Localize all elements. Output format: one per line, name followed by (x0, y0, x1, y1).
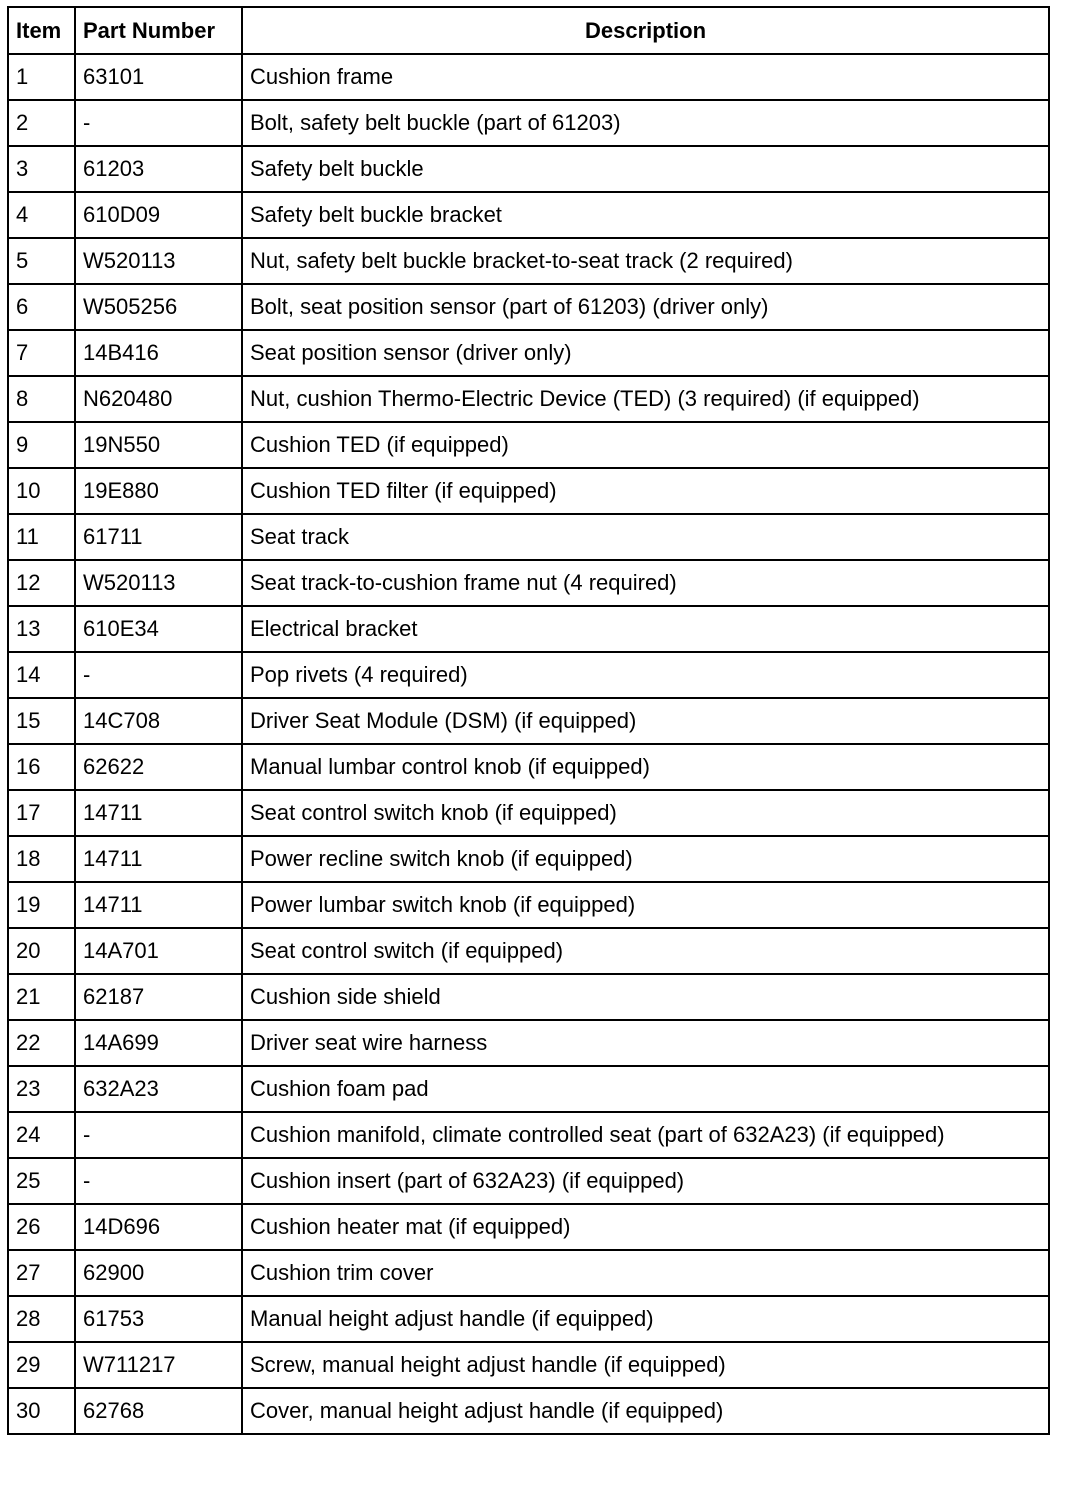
item-cell: 4 (8, 192, 75, 238)
part-number-cell: 632A23 (75, 1066, 242, 1112)
description-cell: Safety belt buckle (242, 146, 1049, 192)
part-number-cell: 62187 (75, 974, 242, 1020)
item-cell: 7 (8, 330, 75, 376)
description-cell: Bolt, safety belt buckle (part of 61203) (242, 100, 1049, 146)
table-row (8, 100, 1049, 146)
description-cell: Screw, manual height adjust handle (if equipped) (242, 1342, 1049, 1388)
table-row (8, 698, 1049, 744)
table-row (8, 1158, 1049, 1204)
description-cell: Seat control switch (if equipped) (242, 928, 1049, 974)
description-cell: Cushion trim cover (242, 1250, 1049, 1296)
table-row (8, 882, 1049, 928)
item-cell: 13 (8, 606, 75, 652)
part-number-cell: N620480 (75, 376, 242, 422)
description-cell: Pop rivets (4 required) (242, 652, 1049, 698)
item-cell: 1 (8, 54, 75, 100)
part-number-cell: 14A701 (75, 928, 242, 974)
table-row (8, 652, 1049, 698)
table-row (8, 238, 1049, 284)
item-cell: 12 (8, 560, 75, 606)
item-cell: 9 (8, 422, 75, 468)
description-cell: Manual height adjust handle (if equipped) (242, 1296, 1049, 1342)
table-row (8, 1388, 1049, 1434)
part-number-cell: 61203 (75, 146, 242, 192)
item-cell: 18 (8, 836, 75, 882)
part-number-cell: 14711 (75, 882, 242, 928)
part-number-cell: 61711 (75, 514, 242, 560)
part-number-cell: - (75, 652, 242, 698)
table-row (8, 330, 1049, 376)
table-row (8, 1112, 1049, 1158)
description-cell: Nut, cushion Thermo-Electric Device (TED) (3 required) (if equipped) (242, 376, 1049, 422)
part-number-cell: 14711 (75, 836, 242, 882)
item-cell: 19 (8, 882, 75, 928)
table-row (8, 606, 1049, 652)
part-number-cell: 14B416 (75, 330, 242, 376)
table-row (8, 928, 1049, 974)
item-cell: 20 (8, 928, 75, 974)
description-cell: Cushion TED (if equipped) (242, 422, 1049, 468)
item-cell: 26 (8, 1204, 75, 1250)
part-number-cell: 19E880 (75, 468, 242, 514)
description-cell: Cushion frame (242, 54, 1049, 100)
part-number-cell: 62900 (75, 1250, 242, 1296)
item-cell: 21 (8, 974, 75, 1020)
description-cell: Power recline switch knob (if equipped) (242, 836, 1049, 882)
table-row (8, 514, 1049, 560)
description-cell: Cushion side shield (242, 974, 1049, 1020)
item-cell: 3 (8, 146, 75, 192)
item-cell: 30 (8, 1388, 75, 1434)
table-row (8, 744, 1049, 790)
part-number-cell: 61753 (75, 1296, 242, 1342)
table-row (8, 1296, 1049, 1342)
table-row (8, 422, 1049, 468)
table-row (8, 468, 1049, 514)
description-cell: Seat track (242, 514, 1049, 560)
part-number-cell: 14A699 (75, 1020, 242, 1066)
description-cell: Cushion insert (part of 632A23) (if equipped) (242, 1158, 1049, 1204)
part-number-cell: 14711 (75, 790, 242, 836)
description-cell: Cushion heater mat (if equipped) (242, 1204, 1049, 1250)
description-cell: Power lumbar switch knob (if equipped) (242, 882, 1049, 928)
part-number-cell: W520113 (75, 238, 242, 284)
part-number-cell: 14C708 (75, 698, 242, 744)
table-row (8, 790, 1049, 836)
table-row (8, 1250, 1049, 1296)
table-header-row (8, 7, 1049, 54)
item-cell: 17 (8, 790, 75, 836)
description-cell: Seat position sensor (driver only) (242, 330, 1049, 376)
part-number-cell: 610E34 (75, 606, 242, 652)
item-cell: 23 (8, 1066, 75, 1112)
part-number-cell: W711217 (75, 1342, 242, 1388)
table-row (8, 836, 1049, 882)
item-cell: 2 (8, 100, 75, 146)
description-cell: Manual lumbar control knob (if equipped) (242, 744, 1049, 790)
part-number-cell: 62768 (75, 1388, 242, 1434)
table-row (8, 284, 1049, 330)
description-cell: Electrical bracket (242, 606, 1049, 652)
table-row (8, 1020, 1049, 1066)
item-cell: 28 (8, 1296, 75, 1342)
item-cell: 5 (8, 238, 75, 284)
description-cell: Driver Seat Module (DSM) (if equipped) (242, 698, 1049, 744)
part-number-cell: 19N550 (75, 422, 242, 468)
item-cell: 10 (8, 468, 75, 514)
table-row (8, 1342, 1049, 1388)
table-row (8, 192, 1049, 238)
part-number-cell: 63101 (75, 54, 242, 100)
part-number-cell: W520113 (75, 560, 242, 606)
item-cell: 29 (8, 1342, 75, 1388)
column-header-description: Description (242, 7, 1049, 54)
description-cell: Nut, safety belt buckle bracket-to-seat track (2 required) (242, 238, 1049, 284)
part-number-cell: - (75, 1112, 242, 1158)
column-header-item: Item (8, 7, 75, 54)
table-row (8, 376, 1049, 422)
parts-table (7, 6, 1050, 1435)
description-cell: Cushion manifold, climate controlled seat (part of 632A23) (if equipped) (242, 1112, 1049, 1158)
column-header-part-number: Part Number (75, 7, 242, 54)
description-cell: Cover, manual height adjust handle (if equipped) (242, 1388, 1049, 1434)
item-cell: 24 (8, 1112, 75, 1158)
table-row (8, 560, 1049, 606)
item-cell: 14 (8, 652, 75, 698)
description-cell: Seat track-to-cushion frame nut (4 required) (242, 560, 1049, 606)
item-cell: 22 (8, 1020, 75, 1066)
description-cell: Driver seat wire harness (242, 1020, 1049, 1066)
description-cell: Seat control switch knob (if equipped) (242, 790, 1049, 836)
part-number-cell: 62622 (75, 744, 242, 790)
item-cell: 27 (8, 1250, 75, 1296)
table-row (8, 1204, 1049, 1250)
item-cell: 16 (8, 744, 75, 790)
table-row (8, 54, 1049, 100)
part-number-cell: 14D696 (75, 1204, 242, 1250)
part-number-cell: W505256 (75, 284, 242, 330)
item-cell: 15 (8, 698, 75, 744)
part-number-cell: 610D09 (75, 192, 242, 238)
item-cell: 8 (8, 376, 75, 422)
item-cell: 6 (8, 284, 75, 330)
part-number-cell: - (75, 100, 242, 146)
description-cell: Cushion foam pad (242, 1066, 1049, 1112)
table-row (8, 974, 1049, 1020)
table-row (8, 1066, 1049, 1112)
table-row (8, 146, 1049, 192)
part-number-cell: - (75, 1158, 242, 1204)
description-cell: Cushion TED filter (if equipped) (242, 468, 1049, 514)
item-cell: 25 (8, 1158, 75, 1204)
description-cell: Safety belt buckle bracket (242, 192, 1049, 238)
description-cell: Bolt, seat position sensor (part of 61203) (driver only) (242, 284, 1049, 330)
item-cell: 11 (8, 514, 75, 560)
table-body (8, 54, 1049, 1434)
